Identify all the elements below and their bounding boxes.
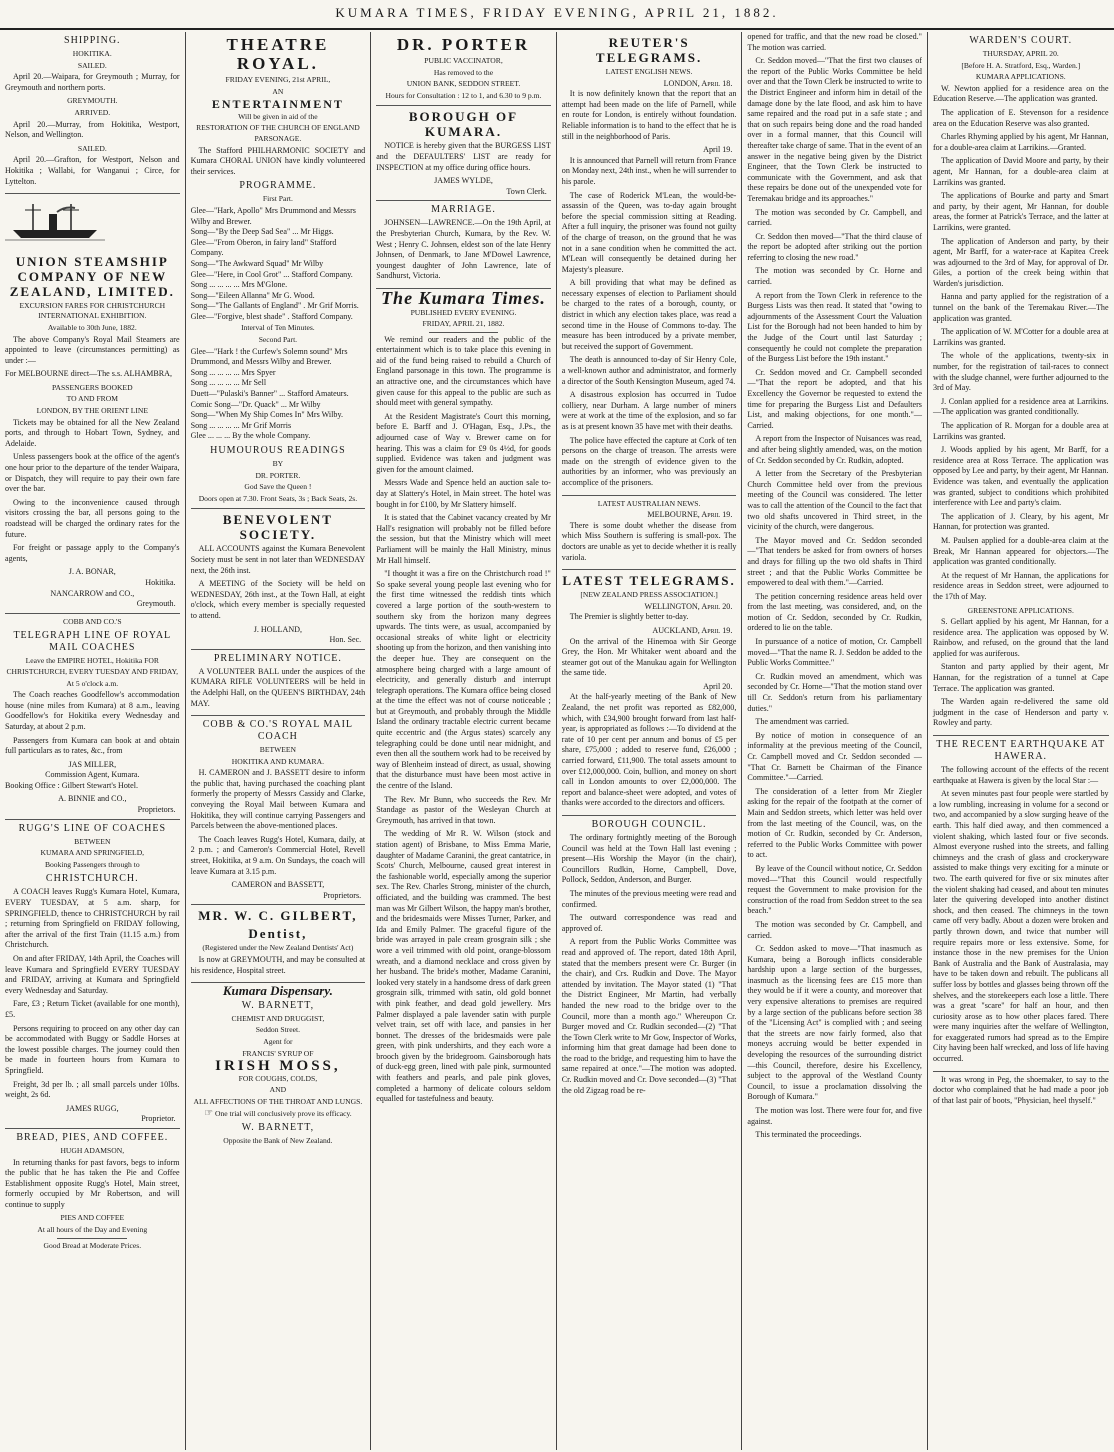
editorial-paragraph: It is stated that the Cabinet vacancy created by Mr Hall's resignation will probably not be filled before the session, but that the Ministry which will meet Parliament will be mainly the Hall Ministry, minus Mr Hall himself. [376, 513, 551, 565]
dispensary-ad [191, 983, 366, 1151]
news-paragraph: The whole of the applications, twenty-six in number, for the registration of tail-races to connect with the sludge channel, were further adjourned to the 3rd of May. [932, 351, 1109, 393]
bread-heading: BREAD, PIES, AND COFFEE. [16, 1131, 169, 1143]
list-item: Comic Song—"Dr. Quack" ... Mr Wilby [190, 399, 321, 409]
column-5 [742, 32, 928, 1450]
porter-hours: Hours for Consultation : 12 to 1, and 6.30 to 9 p.m. [385, 90, 542, 100]
usc-text-1: The above Company's Royal Mail Steamers are appointed to leave (circumstances permitting) as under :— [5, 334, 180, 365]
news-paragraph: It is now definitely known that the report that an attempt had been made on the life of Parnell, while en route for London, is entirely without foundation. Reliable information is to hand to the effect that he is still in the neighborhood of Paris. [561, 89, 737, 141]
news-paragraph: The motion was seconded by Cr. Campbell, and carried. [747, 919, 922, 940]
cobb-text-2: Passengers from Kumara can book at and obtain full particulars as to rates, &c., from [5, 735, 180, 756]
list-item: Song ... ... ... ... Mr Grif Morris [190, 420, 292, 430]
news-paragraph: Cr. Seddon asked to move—"That inasmuch as Kumara, being a Borough inflicts considerable hardship upon a large section of the burgesses, inasmuch as the licensing fees are £15 more than they would be if it were a county, and moreover that very expensive alterations to premises are required by a large section of the publicans before section 38 of the "Licensing Act" is complied with ; and seeing that the streets are now fairly formed, also that moneys accruing would be better expended in developing the resources of the surrounding district—this Council, therefore, desire his Excellency, subject to the approval of the Westland County Council, to issue a proclamation dissolving the Borough of Kumara." [747, 944, 922, 1102]
list-item: Glee—"Hark ! the Curfew's Solemn sound" Mrs Drummond, and Messrs Wilby and Brewer. [190, 346, 348, 367]
steamship-icon [5, 200, 105, 244]
latest-english-heading: LATEST ENGLISH NEWS. [605, 67, 693, 76]
news-paragraph: The consideration of a letter from Mr Ziegler asking for the repair of the footpath at the corner of Main and Seddon streets, which letter was held over from the last meeting of the Council, was, on the motion of Cr. Rudkin, seconded by Cr. Anderson, referred to the Public Works Committee with power to act. [747, 786, 922, 860]
reuters-heading: REUTER'S TELEGRAMS. [595, 35, 703, 65]
rugg-heading: RUGG'S LINE OF COACHES [18, 822, 167, 834]
news-paragraph: A bill providing that what may be defined as necessary expenses of election to Parliament should be charged to the rates of a borough, county, or district in which any election takes place, was read a second time in the House of Commons to-day. The measure has been introduced by a private member, but received the support of Government. [561, 278, 737, 351]
benevolent-society-ad [191, 512, 366, 649]
latest-telegrams-section [562, 573, 737, 816]
wardens-court-heading: WARDEN'S COURT. [969, 35, 1073, 46]
cobb-agent-title: Commission Agent, Kumara. [45, 770, 140, 780]
cobb-mail-signature: CAMERON and BASSETT, [231, 880, 325, 890]
usc-agent-1-place: Hokitika. [145, 577, 176, 587]
hokitika-text: April 20.—Waipara, for Greymouth ; Murray, for Greymouth and northern ports. [5, 72, 180, 92]
shipping-heading: SHIPPING. [64, 35, 121, 46]
bread-text: In returning thanks for past favors, begs to inform the public that he has taken the Pie and Coffee Establishment opposite Rugg's Hotel, Main street, formerly occupied by Mr Robertson, and will continue to supply [5, 1157, 180, 1209]
first-part: First Part. [262, 194, 293, 204]
news-paragraph: The motion was seconded by Cr. Horne and carried. [747, 266, 922, 287]
borough-council-heading: BOROUGH COUNCIL. [591, 819, 707, 830]
list-item: Song—"By the Deep Sad Sea" ... Mr Higgs. [190, 227, 334, 237]
greymouth-heading: GREYMOUTH. [67, 96, 118, 106]
usc-to-from: TO AND FROM [66, 394, 118, 404]
gilbert-registered: (Registered under the New Zealand Dentists' Act) [202, 943, 354, 953]
list-item: Glee—"Forgive, blest shade" . Stafford Company. [190, 311, 353, 321]
cobb-proprietor: A. BINNIE and CO., [58, 794, 127, 804]
dispensary-opposite: Opposite the Bank of New Zealand. [223, 1136, 333, 1146]
news-paragraph: It is announced that Parnell will return from France on Monday next, 24th inst., when he will surrender to his parole. [561, 155, 737, 186]
news-paragraph: The Warden again re-delivered the same old judgment in the case of Henderson and party v. Rowley and party. [932, 697, 1109, 728]
news-paragraph: A letter from the Secretary of the Presbyterian Church Committee held over from the previous meeting of the Council was considered. The letter was to call the attention of the Council to the fact that two old shafts uncovered in Third street, in the vicinity of the church, were dangerous. [747, 469, 922, 532]
cobb-mail-heading: COBB & CO.'S ROYAL MAIL COACH [202, 719, 354, 743]
humourous-readings: HUMOUROUS READINGS [210, 445, 346, 456]
dispensary-heading: Kumara Dispensary. [222, 983, 333, 999]
column-3 [371, 32, 557, 1450]
theatre-royal-ad [191, 35, 366, 509]
news-paragraph: The ordinary fortnightly meeting of the Borough Council was held at the Town Hall last evening ; present—His Worship the Mayor (in the chair), Councillors Rudkin, Horne, Campbell, Dove, Pollock, Seddon, Anderson, and Burger. [561, 833, 737, 885]
news-paragraph: Cr. Rudkin moved an amendment, which was seconded by Cr. Horne—"That the motion stand over till Cr. Seddon's return from his parliamentary duties." [747, 671, 922, 713]
rugg-text-1: A COACH leaves Rugg's Kumara Hotel, Kumara, EVERY TUESDAY, at 5 a.m. sharp, for SPRINGFIELD, thence to CHRISTCHURCH by rail ; returning from Springfield on FRIDAY following, after the arrival of the first Train (11.15 a.m.) from Christchurch. [5, 887, 180, 950]
news-paragraph: opened for traffic, and that the new road be closed." The motion was carried. [747, 32, 922, 52]
marriage-heading: MARRIAGE. [431, 204, 496, 216]
news-paragraph: J. Conlan applied for a residence area at Larrikins.—The application was granted conditionally. [932, 396, 1109, 417]
theatre-text: The Stafford PHILHARMONIC SOCIETY and Kumara CHORAL UNION have kindly volunteered their services. [190, 145, 366, 176]
greymouth-arrived-text: April 20.—Murray, from Hokitika, Westport, Nelson, and Wellington. [5, 119, 180, 140]
usc-agent-2: NANCARROW and CO., [50, 588, 135, 598]
latest-australian-heading: LATEST AUSTRALIAN NEWS. [597, 498, 701, 508]
editorial-paragraph: "I thought it was a fire on the Christchurch road !" So spake several young people last evening who for the first time witnessed the reddish tints which covered a large portion of the south-western to southern sky from the horizon many degrees upwards. The tints were, as usual, accompanied by occasional streaks of white light or electricity shooting up from the horizon, and then vanishing into the deeper hue. They are consequent on the atmosphere being charged with a large amount of electricity, and generally disturb and interrupt telegraph operations. The Kumara office being closed at the time the effect was not of course noticeable ; but at Greymouth, and probably through the Middle Island the ordinary tractable electric current became quite eccentric and (the Argus states) scarcely any telegraphing could be done until near midnight, and even then all the southern work had to be received by way of Blenheim instead of direct, as usual, showing that the disturbance must have been most active in the centre of the Island. [376, 569, 551, 791]
gilbert-title: Dentist, [248, 926, 308, 942]
dateline-april19: April 19. [703, 145, 733, 155]
news-paragraph: The petition concerning residence areas held over from the last meeting, was considered, and, on the motion of Cr. Seddon, seconded by Cr. Rudkin, ordered to lie on the table. [747, 591, 922, 633]
marriage-text: JOHNSEN—LAWRENCE.—On the 19th April, at the Presbyterian Church, Kumara, by the Rev. W. West ; Henry C. Johnsen, eldest son of the late Henry Johnsen, of Denmark, to Jane M'Dowel Lawrence, youngest daughter of John Lawrence, late of Sandhurst, Victoria. [376, 218, 551, 281]
theatre-restoration: RESTORATION OF THE CHURCH OF ENGLAND PARSONAGE. [196, 123, 360, 143]
published-line: PUBLISHED EVERY EVENING. [410, 307, 517, 317]
dateline-london: LONDON, April 18. [663, 78, 733, 88]
theatre-entertainment: ENTERTAINMENT [211, 97, 344, 112]
news-paragraph: The application of E. Stevenson for a residence area on the Education Reserve was also granted. [932, 107, 1109, 128]
rugg-coaches-ad [5, 823, 180, 1129]
benevolent-text-1: ALL ACCOUNTS against the Kumara Benevolent Society must be sent in not later than WEDNESDAY next, the 26th inst. [190, 544, 366, 575]
porter-heading: DR. PORTER [396, 35, 531, 54]
usc-available: Available to 30th June, 1882. [47, 322, 137, 332]
cobb-telegraph-ad [5, 617, 180, 820]
usc-london: LONDON, BY THE ORIENT LINE [36, 406, 149, 416]
news-paragraph: Charles Rhyming applied by his agent, Mr Hannan, for a double-area claim at Larrikins.—Granted. [932, 132, 1109, 152]
cobb-heading: COBB AND CO.'S [63, 616, 122, 626]
news-paragraph: The Premier is slightly better to-day. [569, 612, 689, 622]
borough-text: NOTICE is hereby given that the BURGESS LIST and the DEFAULTERS' LIST are ready for INSPECTION at my office during office hours. [376, 141, 551, 172]
dispensary-francis: FRANCIS' SYRUP OF [242, 1048, 314, 1058]
column-1 [0, 32, 186, 1450]
readings-by: BY [272, 459, 284, 468]
news-paragraph: A report from the Public Works Committee was read and approved of. The report, dated 18th April, stated that the members present were Cr. Burger (in the chair), and Crs. Rudkin and Dove. The Mayor attended by invitation. The Mayor stated (1) "That the District Engineer, Mr Martin, had verbally handed the new road to the bridge over to the Council, more than a month ago." Whereupon Cr. Burger moved and Cr. Rudkin seconded—(2) "That the Town Clerk write to Mr Gow, Inspector of Works, informing him that great damage had been done to the road to the bridge, and requesting him to have the same repaired at once."—The motion was adopted. Cr. Rudkin moved and Cr. Dove seconded—(3) "That the old Zigzag road be re- [561, 937, 737, 1095]
bread-hours: At all hours of the Day and Evening [37, 1225, 148, 1235]
rugg-between: BETWEEN [74, 836, 111, 846]
usc-heading: UNION STEAMSHIP COMPANY OF NEW ZEALAND, LIMITED. [9, 253, 175, 299]
list-item: Glee—"Here, in Cool Grot" ... Stafford Company. [190, 269, 353, 279]
news-paragraph: A disastrous explosion has occurred in Tudoe colliery, near Durham. A large number of miners were at work at the time of the explosion, and so far as is at present known 35 have met with their deaths. [561, 390, 737, 431]
news-paragraph: This terminated the proceedings. [755, 1130, 862, 1140]
divider [429, 332, 499, 333]
gilbert-text: Is now at GREYMOUTH, and may be consulted at his residence, Hospital street. [190, 955, 366, 975]
australian-news-section [562, 499, 737, 571]
column-4 [557, 32, 743, 1450]
rugg-signature-title: Proprietor. [141, 1114, 176, 1124]
news-paragraph: On the arrival of the Hinemoa with Sir George Grey, the Hon. Mr Whitaker went aboard and the steamer got out of the Manukau again for Wellington the same tide. [561, 636, 737, 678]
newspaper-title: The Kumara Times. [381, 287, 546, 308]
dateline-auckland: AUCKLAND, April 19. [652, 625, 733, 635]
rugg-christchurch: CHRISTCHURCH. [45, 873, 139, 885]
editorial-paragraph: Messrs Wade and Spence held an auction sale to-day at Slattery's Hotel, in Main street. The hotel was bought in for £100, by Mr Slattery himself. [376, 478, 551, 509]
newspaper-columns [0, 32, 1114, 1450]
dateline-april20: April 20. [703, 681, 733, 691]
list-item: Glee—"From Oberon, in fairy land" Stafford Company. [190, 237, 337, 258]
usc-text-5: For freight or passage apply to the Company's agents, [5, 543, 180, 563]
latest-telegrams-heading: LATEST TELEGRAMS. [562, 573, 736, 589]
porter-union-bank: UNION BANK, SEDDON STREET. [406, 79, 521, 89]
wardens-court-section [933, 35, 1109, 736]
porter-vaccinator-ad [376, 35, 551, 106]
list-item: Song ... ... ... ... Mrs Spyer [190, 367, 276, 377]
news-paragraph: The application of R. Morgan for a double area at Larrikins was granted. [932, 421, 1109, 441]
list-item: Duett—"Pulaski's Banner" ... Stafford Amateurs. [190, 389, 349, 399]
cobb-mail-text-1: H. CAMERON and J. BASSETT desire to inform the public that, having purchased the coaching plant formerly the property of Messrs Cassidy and Clarke, conveying the Royal Mail between Kumara and Hokitika, they will continue carrying Passengers and Parcels between the above-mentioned places. [190, 768, 366, 831]
interval: Interval of Ten Minutes. [241, 323, 315, 333]
dispensary-name: W. BARNETT, [241, 999, 315, 1011]
dispensary-irish-moss: IRISH MOSS, [215, 1058, 341, 1075]
news-paragraph: The death is announced to-day of Sir Henry Cole, a well-known author and administrator, and formerly a director of the South Kensington Museum, aged 74. [561, 355, 737, 386]
borough-heading: BOROUGH OF KUMARA. [408, 109, 519, 140]
peg-anecdote [933, 1075, 1109, 1113]
news-paragraph: By notice of motion in consequence of an informality at the previous meeting of the Council, Cr. Campbell moved and Cr. Seddon seconded — "That Cr. Barnett be Chairman of the Finance Committee."—Carried. [747, 730, 922, 783]
divider [57, 1238, 127, 1239]
list-item: Song ... ... ... ... Mr Sell [190, 378, 267, 388]
news-paragraph: J. Woods applied by his agent, Mr Barff, for a residence area at Ross Terrace. The application was opposed by Lee and party, by their agent, Mr Hannan. Evidence was taken, and eventually the application was granted, subject to conditions which prohibited interference with Lee and party's claim. [932, 445, 1109, 508]
editorial-paragraph: At the Resident Magistrate's Court this morning, before E. Barff and J. O'Hagan, Esq., J.Ps., the adjourned case of Way v. Brewer came on for hearing. This was a claim for £9 0s 4½d, for goods supplied. Evidence was taken and judgment was given for the amount claimed. [376, 411, 551, 474]
porter-removed: Has removed to the [433, 67, 494, 77]
news-paragraph: Stanton and party applied by their agent, Mr Hannan, for the registration of a tunnel at Cape Terrace. The application was granted. [932, 662, 1109, 693]
usc-text-3: Unless passengers book at the office of the agent's one hour prior to the departure of the tender Waipara, or Dispatch, they will require to pay their own fare over the bar. [5, 452, 180, 494]
news-paragraph: At the half-yearly meeting of the Bank of New Zealand, the net profit was reported as £82,000, which, with £34,900 brought forward from last half-year, is appropriated as follows :—To dividend at the rate of 10 per cent per annum and bonus of £5 per share, £75,000 ; added to reserve fund, £26,000 ; carried forward, £11,900. The total assets amount to over £12,000,000. Coin, bullion, and money on short call in London amounts to over £2,000,000. The report and balance-sheet were adopted, and votes of thanks were accorded to the directors and officers. [561, 692, 737, 808]
greymouth-sailed-text: April 20.—Grafton, for Westport, Nelson and Hokitika ; Wallabi, for Wanganui ; Circe, for Lyttelton. [5, 155, 180, 186]
theatre-an: AN [272, 86, 284, 96]
borough-notice [376, 109, 551, 201]
pointing-hand-icon: ☞ [204, 1107, 214, 1119]
cobb-proprietor-title: Proprietors. [137, 805, 176, 815]
borough-council-section [562, 819, 737, 1102]
usc-agent-2-place: Greymouth. [136, 599, 176, 609]
news-paragraph: The police have effected the capture at Cork of ten persons on the charge of treason. The arrests were made on the strength of evidence given to the authorities by an informer, who was previously an accomplice of the prisoners. [561, 435, 737, 487]
theatre-date: FRIDAY EVENING, 21st APRIL, [225, 75, 331, 84]
bread-name: HUGH ADAMSON, [60, 1145, 125, 1155]
dispensary-affections: ALL AFFECTIONS OF THE THROAT AND LUNGS. [193, 1096, 363, 1106]
news-paragraph: Cr. Seddon moved and Cr. Campbell seconded—"That the report be adopted, and that his Excellency the Governor be requested to extend the time for preparing the Burgess List and Defaulters List, and making objections, for one month."—Carried. [747, 367, 922, 430]
programme-heading: PROGRAMME. [239, 180, 317, 192]
marriage-notice [376, 204, 551, 289]
news-paragraph: The outward correspondence was read and approved of. [561, 913, 737, 933]
first-part-list [191, 206, 366, 323]
benevolent-signature-title: Hon. Sec. [329, 635, 362, 645]
gilbert-heading: MR. W. C. GILBERT, [198, 908, 358, 924]
second-part-list [191, 347, 366, 442]
dateline-melbourne: MELBOURNE, April 19. [647, 510, 733, 520]
benevolent-text-2: A MEETING of the Society will be held on WEDNESDAY, 26th inst., at the Town Hall, at eight o'clock, which every member is specially requested to attend. [190, 579, 366, 620]
rugg-text-5: Freight, 3d per lb. ; all small parcels under 10lbs. weight, 2s 6d. [5, 1079, 180, 1100]
news-paragraph: In pursuance of a notice of motion, Cr. Campbell moved—"That the name R. J. Seddon be added to the Public Works Committee." [747, 637, 922, 668]
cobb-agent: JAS MILLER, [68, 759, 117, 769]
editorial-paragraph: We remind our readers and the public of the entertainment which is to take place this evening in aid of the fund being raised to rebuild a Church of England parsonage in this town. The programme is an attractive one, and the circumstances which have given cause for this appeal to the public are such as should meet with general sympathy. [376, 334, 551, 408]
second-part: Second Part. [258, 335, 298, 345]
usc-passengers: PASSENGERS BOOKED [52, 382, 133, 392]
news-paragraph: It was wrong in Peg, the shoemaker, to say to the doctor who complained that he had made a poor job of that last pair of boots, "Physician, heel thyself." [932, 1074, 1109, 1105]
news-paragraph: Cr. Seddon then moved—"That the third clause of the report be adopted after striking out the portion referring to closing the new road." [747, 231, 922, 262]
sailed-label: SAILED. [77, 60, 107, 70]
sailed-label-2: SAILED. [77, 143, 107, 153]
press-association: [NEW ZEALAND PRESS ASSOCIATION.] [580, 590, 718, 600]
news-paragraph: The Mayor moved and Cr. Seddon seconded—"That tenders be asked for from owners of horses and drays for filling up the two old shafts in Third street ; and that the Public Works Committee be empowered to deal with them."—Carried. [747, 535, 922, 588]
news-paragraph: The minutes of the previous meeting were read and confirmed. [561, 888, 737, 909]
cobb-leave: Leave the EMPIRE HOTEL, Hokitika FOR CHRISTCHURCH, EVERY TUESDAY AND FRIDAY, [6, 656, 179, 676]
news-paragraph: M. Paulsen applied for a double-area claim at the Break, Mr Hannan appeared for objectors.—The application was granted conditionally. [932, 535, 1109, 567]
dispensary-for: FOR COUGHS, COLDS, [238, 1073, 318, 1083]
cobb-mail-text-2: The Coach leaves Rugg's Hotel, Kumara, daily, at 2 p.m. ; and Cameron's Commercial Hotel, Revell street, Hokitika, at 9 a.m. On Sundays, the coach will leave Kumara at 3.15 p.m. [190, 834, 366, 876]
rugg-booking: Booking Passengers through to [44, 859, 140, 869]
shipping-section [5, 35, 180, 194]
rugg-text-2: On and after FRIDAY, 14th April, the Coaches will leave Kumara and Springfield EVERY TUESDAY and FRIDAY, arriving at Kumara and Springfield every Wednesday and Saturday. [5, 954, 180, 995]
news-paragraph: The application of Anderson and party, by their agent, Mr Barff, for a water-race at Kapitea Creek was adjourned to the 3rd of May, for approval of Dr. Giles, a portion of the creek being within that Warden's jurisdiction. [932, 236, 1109, 288]
wardens-date: THURSDAY, APRIL 20. [982, 49, 1059, 58]
cobb-royal-mail-ad [191, 719, 366, 905]
hokitika-heading: HOKITIKA. [72, 49, 112, 58]
news-paragraph: The applications of Bourke and party and Smart and party, by their agent, Mr Hannan, for double areas, the former at Patrick's Terrace, and the latter at Larrikins, were granted. [932, 191, 1109, 232]
masthead: KUMARA TIMES, FRIDAY EVENING, APRIL 21, 1882. [0, 0, 1114, 30]
news-paragraph: The following account of the effects of the recent earthquake at Hawera is given by the local Star :— [932, 765, 1109, 785]
rugg-places: KUMARA AND SPRINGFIELD, [40, 848, 145, 858]
dispensary-and: AND [269, 1085, 287, 1095]
usc-melbourne: For MELBOURNE direct—The s.s. ALHAMBRA, [5, 369, 173, 379]
arrived-label: ARRIVED. [74, 107, 111, 117]
rugg-signature: JAMES RUGG, [65, 1103, 119, 1113]
usc-excursion: EXCURSION FARES FOR CHRISTCHURCH INTERNATIONAL EXHIBITION. [19, 300, 166, 321]
union-steamship-ad [5, 197, 180, 614]
news-paragraph: The motion was lost. There were four for, and five against. [747, 1106, 922, 1126]
list-item: Glee ... ... ... By the whole Company. [190, 431, 311, 441]
preliminary-text: A VOLUNTEER BALL under the auspices of the KUMARA RIFLE VOLUNTEERS will be held in the Adelphi Hall, on the QUEEN'S BIRTHDAY, 24th MAY. [190, 666, 366, 708]
preliminary-notice [191, 653, 366, 716]
news-paragraph: A report from the Town Clerk in reference to the Burgess Lists was then read. It stated that "owing to adjournments of the Assessment Court the Valuation List for the Borough had not been handed to him by the Judge of the Court until last Saturday ; consequently he could not complete the preparation of the Burgess List before the 19th instant." [747, 290, 922, 364]
borough-signature: JAMES WYLDE, [434, 176, 493, 186]
news-paragraph: The amendment was carried. [755, 717, 849, 727]
earthquake-section [933, 739, 1109, 1072]
god-save-queen: God Save the Queen ! [244, 482, 312, 492]
borough-signature-title: Town Clerk. [506, 186, 547, 196]
dateline-wellington: WELLINGTON, April 20. [644, 601, 733, 611]
news-paragraph: Hanna and party applied for the registration of a tunnel on the bank of the Teremakau River.—The application was granted. [932, 292, 1109, 323]
rugg-text-3: Fare, £3 ; Return Ticket (available for one month), £5. [5, 999, 180, 1019]
list-item: Song—"Eileen Allanna" Mr G. Wood. [190, 290, 315, 300]
kumara-applications-heading: KUMARA APPLICATIONS. [975, 72, 1066, 82]
bread-pies: PIES AND COFFEE [60, 1213, 125, 1223]
column-6 [928, 32, 1114, 1450]
earthquake-heading: THE RECENT EARTHQUAKE AT HAWERA. [936, 739, 1106, 763]
benevolent-signature: J. HOLLAND, [253, 624, 303, 634]
porter-vaccinator: PUBLIC VACCINATOR, [424, 56, 503, 65]
editorial-section [376, 287, 551, 1111]
news-paragraph: The application of J. Cleary, by his agent, Mr Hannan, for protection was granted. [932, 511, 1109, 532]
dispensary-signature: W. BARNETT, [241, 1122, 315, 1134]
readings-porter: DR. PORTER. [255, 470, 301, 480]
theatre-aid: Will be given in aid of the [238, 111, 318, 121]
news-paragraph: The application of W. M'Cotter for a double area at Larrikins was granted. [932, 327, 1109, 347]
usc-text-4: Owing to the inconvenience caused through visitors crossing the bar, all persons going to the roadstead will be charged the ordinary rates for the future. [5, 497, 180, 539]
cobb-title: TELEGRAPH LINE OF ROYAL MAIL COACHES [13, 630, 172, 654]
list-item: Song—"When My Ship Comes In" Mrs Wilby. [190, 410, 344, 420]
dispensary-street: Seddon Street. [255, 1025, 301, 1035]
list-item: Song—"The Gallants of England" . Mr Grif Morris. [190, 301, 359, 311]
list-item: Glee—"Hark, Apollo" Mrs Drummond and Messrs Wilby and Brewer. [190, 205, 356, 226]
dispensary-trial-line [191, 1109, 366, 1120]
greenstone-applications-heading: GREENSTONE APPLICATIONS. [967, 605, 1074, 615]
dispensary-agent: Agent for [263, 1036, 293, 1046]
preliminary-heading: PRELIMINARY NOTICE. [213, 652, 342, 664]
cobb-mail-signature-title: Proprietors. [323, 890, 362, 900]
rugg-text-4: Persons requiring to proceed on any other day can be accommodated with Buggy or Saddle Horses at the lowest possible charges. The journey could then be made in fourteen hours from Kumara to Springfield. [5, 1023, 180, 1075]
editorial-paragraph: The Rev. Mr Bunn, who succeeds the Rev. Mr Standage as pastor of the Wesleyan Church at Greymouth, has arrived in that town. [376, 794, 551, 825]
news-paragraph: The motion was seconded by Cr. Campbell, and carried. [747, 207, 922, 228]
borough-council-continued [747, 32, 922, 1147]
dispensary-trial: One trial will conclusively prove its efficacy. [215, 1108, 352, 1118]
usc-agent-1: J. A. BONAR, [68, 567, 116, 577]
cobb-mail-between: BETWEEN [259, 745, 297, 755]
news-paragraph: At seven minutes past four people were startled by a low rumbling, increasing in volume for a second or two, and accompanied by a slow surging heave of the earth. This half died away, and then commenced a violent shaking, which lasted four or five seconds. Almost everyone rushed into the streets, and falling chimneys and the crash of glass and crockeryware assisted to make things very exciting for a minute or two. The earth quivered for five or six minutes after the violent shaking had ceased, and about ten minutes later the quivering developed into another distinct shock, and then ceased. The chimneys in the town came off very badly. About a dozen were broken and partly thrown down, and twice that number will require repairs more or less extensive. Some, for instance those in the new premises for the Union Bank of Australia and the Bank of Australasia, may have to be taken down and rebuilt. The publicans all suffer loss by bottles and glasses being thrown off the shelves, and the storekeepers each lose a little. There was a great "scare" for half an hour, and then curiosity arose as to how other places fared. There were many inquiries after the welfare of Wellington, for exaggerated rumors had spread as to the Empire City having been half wrecked, and loss of life having occurred. [932, 789, 1109, 1064]
news-paragraph: W. Newton applied for a residence area on the Education Reserve.—The application was granted. [932, 83, 1109, 104]
usc-text-2: Tickets may be obtained for all the New Zealand ports, and through to Hobart Town, Sydney, and Adelaide. [5, 417, 180, 448]
reuters-section [562, 35, 737, 496]
column-2 [186, 32, 372, 1450]
news-paragraph: A report from the Inspector of Nuisances was read, and after being slightly amended, was, on the motion of Cr. Seddon seconded by Cr. Rudkin, adopted. [747, 434, 922, 465]
news-paragraph: The case of Roderick M'Lean, the would-be-assassin of the Queen, was to-day again brought before the special commission sitting at Reading. After a full inquiry, the prisoner was found not guilty of the charge of treason, on the ground that he was not in a sane condition when he committed the act. M'Lean will consequently be detained during her Majesty's pleasure. [561, 190, 737, 274]
news-paragraph: Cr. Seddon moved—"That the first two clauses of the report of the Public Works Committee be held over and that the Town Clerk be instructed to write to the District Engineer and inform him in detail of the damage done by the late flood, and ask him to have same repaired and the road put in a safe state ; and that on such repairs being done and the road handed over in a formal manner, that this Council will thereafter take charge of same. That in the event of an answer in the negative being given by the District Engineer, that the Town Clerk be instructed to communicate with the Government, and ask that these repairs be done out of the unexpended vote for Teremakau bridge and its approaches." [747, 56, 922, 203]
cobb-mail-places: HOKITIKA AND KUMARA. [231, 756, 324, 766]
news-paragraph: There is some doubt whether the disease from which Miss Southern is suffering is small-pox. The doctors are unable as yet to decide whether it is really variola. [561, 520, 737, 562]
news-paragraph: The application of David Moore and party, by their agent, Mr Hannan, for a double-area claim at Larrikins was granted. [932, 156, 1109, 187]
list-item: Song ... ... ... ... Mrs M'Glone. [190, 280, 288, 290]
bread-pies-ad [5, 1132, 180, 1255]
cobb-booking: Booking Office : Gilbert Stewart's Hotel. [5, 780, 139, 790]
cobb-text-1: The Coach reaches Goodfellow's accommodation house (nine miles from Kumara) at 8 a.m., leaving Goodfellow's for Hokitika every Wednesday and Saturday, at about 2 p.m. [5, 690, 180, 731]
dispensary-title: CHEMIST AND DRUGGIST, [231, 1013, 325, 1023]
list-item: Song—"The Awkward Squad" Mr Wilby [190, 258, 324, 268]
news-paragraph: By leave of the Council without notice, Cr. Seddon moved—"That this Council would respectfully request the Government to make provision for the construction of the road from Seddon street to the sea beach." [747, 863, 922, 916]
theatre-heading: THEATRE ROYAL. [226, 35, 330, 73]
news-paragraph: S. Gellart applied by his agent, Mr Hannan, for a residence area. The application was opposed by W. Rainbow, and refused, on the ground that the land applied for was auriferous. [932, 617, 1109, 658]
gilbert-dentist-ad [191, 908, 366, 983]
doors-open: Doors open at 7.30. Front Seats, 3s ; Back Seats, 2s. [198, 493, 358, 503]
news-paragraph: At the request of Mr Hannan, the applications for residence areas in Seddon street, were adjourned to the 17th of May. [932, 570, 1109, 601]
editorial-paragraph: The wedding of Mr R. W. Wilson (stock and station agent) of Brisbane, to Miss Emma Marie, daughter of Madame Caranini, the great cantatrice, in Scots' Church, Melbourne, caused great interest in the fashionable world, especially among the superior sex. The Rev. Charles Strong, minister of the church, officiated, and the building was crammed. The best man was Mr Gilbert Wilson, the happy man's brother, and the bridesmaids were Misses Turner, Parker, and Ida and Emily Palmer. The graceful figure of the bride was arrayed in pale cream grosgrain silk ; she wore a veil trimmed with old point, orange-blossom wreath, and a diamond necklace and cross given by her husband. The bride's mother, Madame Caranini, looked very stately in a handsome dress of dark green grosgrain silk, trimmed with satin, old gold bonnet with pink feather, and dead gold jewellery. Mrs Palmer displayed a pale lavender satin with purple velvet train, set off with lace, and pansies in her bonnet. The dresses of the bridesmaids were pale green, with pink undershirts, and they each wore a brooch given by the bridegroom. Gainsborough hats of duck-egg green, lined with pale pink, surmounted with feathers and pearls, and pale pink gloves, completed a harmony of delicate colours seldom equalled for tastefulness and beauty. [376, 829, 551, 1104]
bread-good: Good Bread at Moderate Prices. [43, 1240, 142, 1250]
benevolent-heading: BENEVOLENT SOCIETY. [222, 512, 333, 543]
cobb-time: At 5 o'clock a.m. [66, 678, 119, 688]
editorial-date: FRIDAY, APRIL 21, 1882. [422, 319, 505, 329]
wardens-before: [Before H. A. Stratford, Esq., Warden.] [961, 60, 1081, 70]
